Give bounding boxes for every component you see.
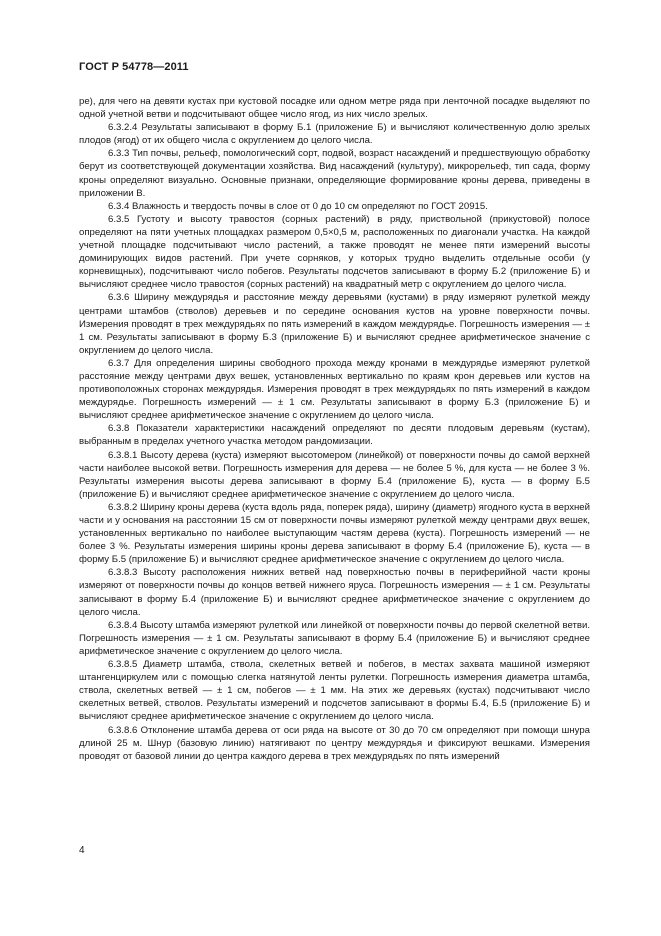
paragraph-6-3-8-5: 6.3.8.5 Диаметр штамба, ствола, скелетных ветвей и побегов, в местах захвата машиной измеряют штангенциркулем или с помощью слегка натянутой ленты рулетки. Погрешность измерения диаметра штамба, ствола, скелетных ветвей — ± 1 см, побегов — ± 1 мм. На этих же деревьях (кустах) подсчитывают число скелетных ветвей, стволов. Результаты измерений и подсчетов записывают в формы Б.4, Б.5 (приложение Б) и вычисляют среднее арифметическое значение с округлением до целого числа. xyxy=(79,659,590,723)
paragraph-6-3-7: 6.3.7 Для определения ширины свободного прохода между кронами в междурядье измеряют рулеткой расстояние между центрами двух вешек, установленных вертикально по краям крон деревьев или кустов на противоположных сторонах междурядья. Измерения проводят в трех междурядьях по пять измерений в каждом междурядье. Погрешность измерений — ± 1 см. Результаты записывают в форму Б.3 (приложение Б) и вычисляют среднее арифметическое значение с округлением до целого числа. xyxy=(79,357,590,422)
paragraph-continuation: ре), для чего на девяти кустах при кустовой посадке или одном метре ряда при ленточной посадке выделяют по одной учетной ветви и подсчитывают общее число ягод, из них число зрелых. xyxy=(79,96,590,121)
paragraph-6-3-8-1: 6.3.8.1 Высоту дерева (куста) измеряют высотомером (линейкой) от поверхности почвы до самой верхней части наиболее высокой ветви. Погрешность измерения для дерева — не более 5 %, для куста — не более 3 %. Результаты измерения высоты дерева записывают в форму Б.4 (приложение Б), куста — в форму Б.5 (приложение Б) и вычисляют среднее арифметическое значение с округлением до целого числа. xyxy=(79,449,590,500)
paragraph-6-3-4: 6.3.4 Влажность и твердость почвы в слое от 0 до 10 см определяют по ГОСТ 20915. xyxy=(108,200,488,212)
paragraph-6-3-6: 6.3.6 Ширину междурядья и расстояние между деревьями (кустами) в ряду измеряют рулеткой между центрами штамбов (стволов) деревьев и по середине основания кустов на уровне поверхности почвы. Измерения проводят в трех междурядьях по пять измерений в каждом междурядье. Погрешность измерения — ± 1 см. Результаты записывают в форму Б.3 (приложение Б) и вычисляют среднее арифметическое значение с округлением до целого числа. xyxy=(79,292,590,356)
paragraph-6-3-5: 6.3.5 Густоту и высоту травостоя (сорных растений) в ряду, приствольной (прикустовой) полосе определяют на пяти учетных площадках размером 0,5×0,5 м, расположенных по диагонали участка. На каждой учетной площадке подсчитывают число растений, а также проводят не менее пяти измерений высоты доминирующих видов растений. При учете сорняков, у которых трудно выделить отдельные особи (у корневищных), подсчитывают число побегов. Результаты подсчетов записывают в форму Б.2 (приложение Б) и вычисляют среднее число травостоя (сорных растений) на квадратный метр с округлением до целого числа. xyxy=(79,213,590,291)
page-number: 4 xyxy=(79,845,85,856)
paragraph-6-3-2-4: 6.3.2.4 Результаты записывают в форму Б.1 (приложение Б) и вычисляют количественную долю зрелых плодов (ягод) от их общего числа с округлением до целого числа. xyxy=(79,122,590,147)
paragraph-6-3-8-2: 6.3.8.2 Ширину кроны дерева (куста вдоль ряда, поперек ряда), ширину (диаметр) ягодного куста в верхней части и у основания на расстоянии 15 см от поверхности почвы измеряют рулеткой между центрами двух вешек, установленных вертикально по наиболее выступающим частям дерева (куста). Погрешность измерений — не более 3 %. Результаты измерения ширины кроны дерева записывают в форму Б.4 (приложение Б), куста — в форму Б.5 (приложение Б) и вычисляют среднее арифметическое значение с округлением до целого числа. xyxy=(79,501,590,566)
paragraph-6-3-8-3: 6.3.8.3 Высоту расположения нижних ветвей над поверхностью почвы в периферийной части кроны измеряют от поверхности почвы до концов ветвей нижнего яруса. Погрешность измерения — ± 1 см. Результаты записывают в форму Б.4 (приложение Б) и вычисляют среднее арифметическое значение с округлением до целого числа. xyxy=(79,567,590,618)
paragraph-6-3-3: 6.3.3 Тип почвы, рельеф, помологический сорт, подвой, возраст насаждений и предшествующую обработку берут из соответствующей документации хозяйства. Вид насаждений (культуру), микрорельеф, тип сада, форму кроны определяют визуально. Основные признаки, определяющие формирование кроны дерева, приведены в приложении В. xyxy=(79,148,590,199)
paragraph-6-3-8: 6.3.8 Показатели характеристики насаждений определяют по десяти плодовым деревьям (кустам), выбранным в пределах учетного участка методом рандомизации. xyxy=(79,423,590,448)
paragraph-6-3-8-6: 6.3.8.6 Отклонение штамба дерева от оси ряда на высоте от 30 до 70 см определяют при помощи шнура длиной 25 м. Шнур (базовую линию) натягивают по центру междурядья и фиксируют вешками. Измерения проводят от базовой линии до центра каждого дерева в трех междурядьях по пять измерений xyxy=(79,724,590,762)
document-body xyxy=(79,95,590,763)
paragraph-6-3-8-4: 6.3.8.4 Высоту штамба измеряют рулеткой или линейкой от поверхности почвы до первой скелетной ветви. Погрешность измерения — ± 1 см. Результаты записывают в форму Б.4 (приложение Б) и вычисляют среднее арифметическое значение с округлением до целого числа. xyxy=(79,619,590,657)
document-header: ГОСТ Р 54778—2011 xyxy=(79,61,189,73)
